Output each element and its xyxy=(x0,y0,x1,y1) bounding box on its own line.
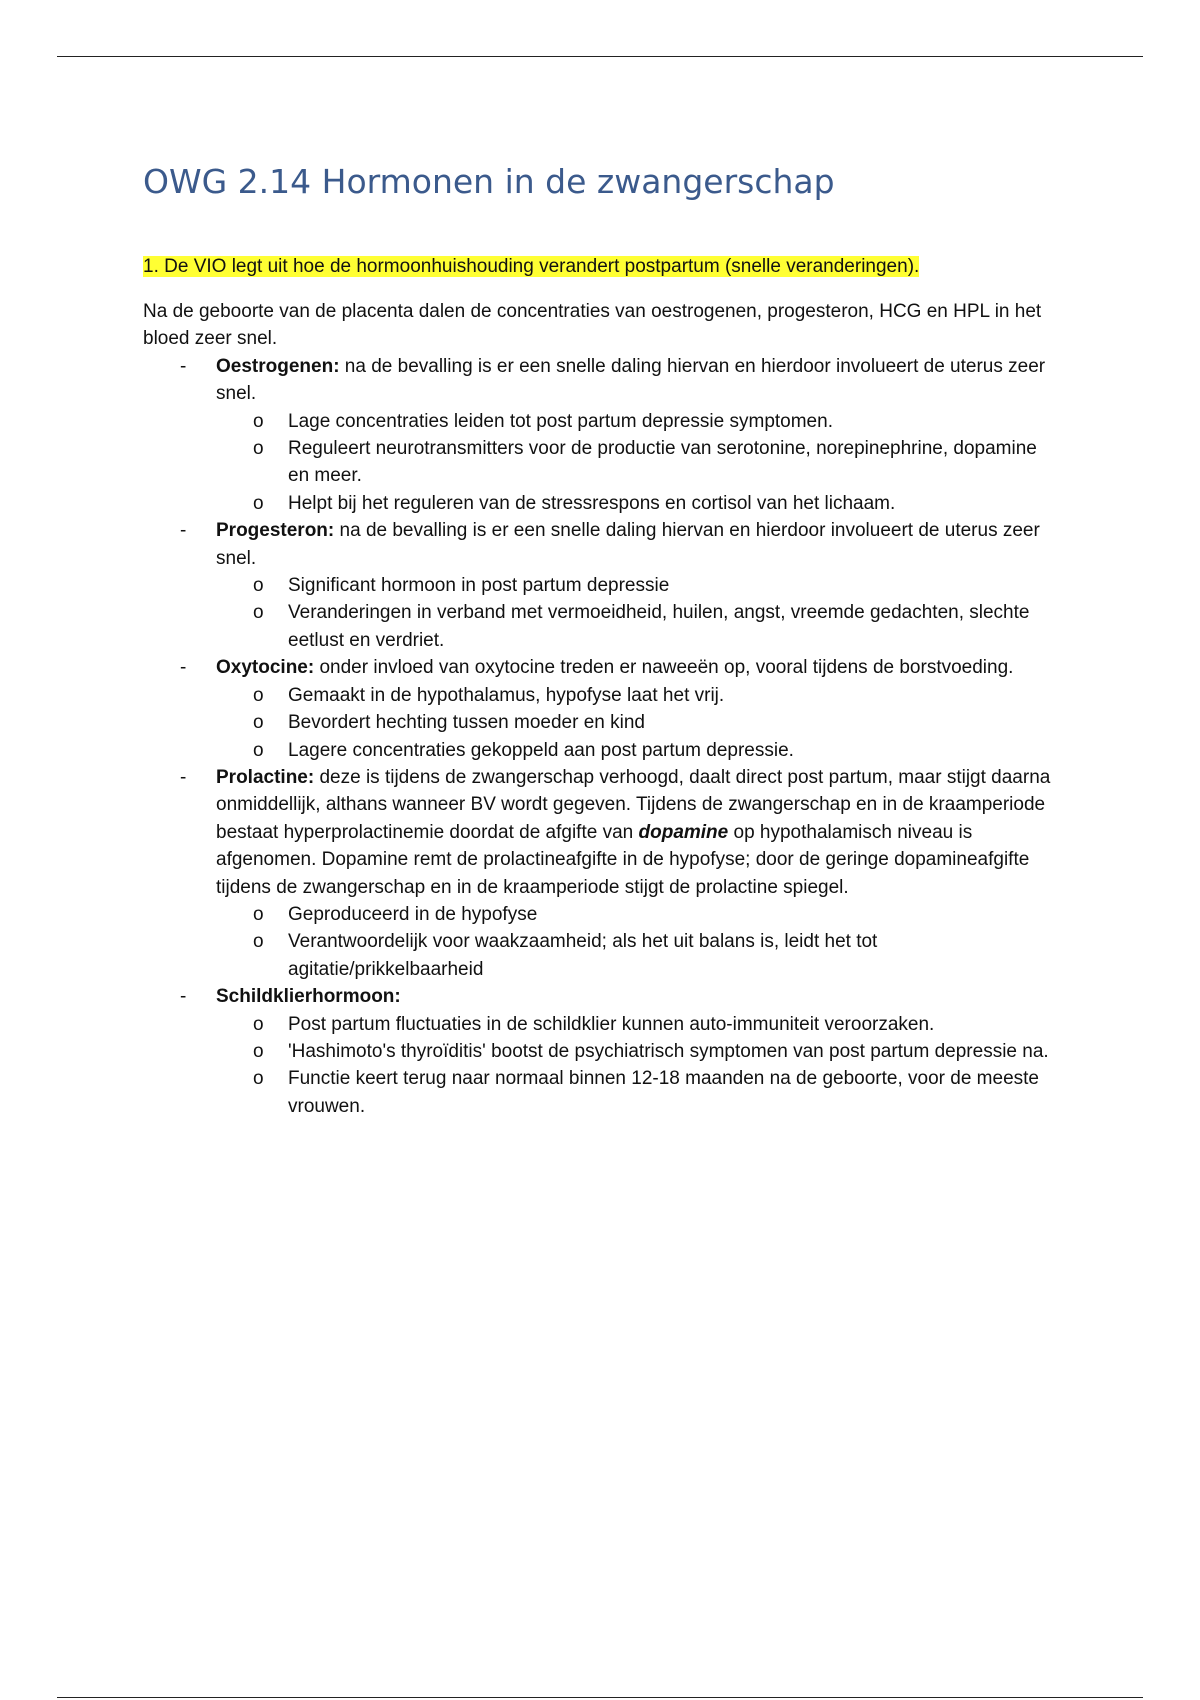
sub-list xyxy=(216,682,1063,764)
sub-item: o Lagere concentraties gekoppeld aan post partum depressie. xyxy=(216,737,1063,764)
sub-list xyxy=(216,1011,1063,1121)
sub-item: o Geproduceerd in de hypofyse xyxy=(216,901,1063,928)
footer-rule xyxy=(57,1697,1143,1698)
intro-paragraph: Na de geboorte van de placenta dalen de concentraties van oestrogenen, progesteron, HCG en HPL in het bloed zeer snel. xyxy=(143,301,1042,350)
hormone-list xyxy=(143,353,1063,1120)
hormone-description-continued: op hypothalamisch niveau is afgenomen. Dopamine remt de prolactineafgifte in de hypofyse; door de geringe dopamineafgifte tijdens de zwangerschap en in de kraamperiode stijgt de prolactine spiegel. xyxy=(216,821,1030,898)
hormone-description: deze is tijdens de zwangerschap verhoogd, daalt direct post partum, maar stijgt daarna onmiddellijk, althans wanneer BV wordt gegeven. Tijdens de zwangerschap en in de kraamperiode bestaat hyperprolactinemie doordat de afgifte van xyxy=(216,766,1051,843)
hormone-description: na de bevalling is er een snelle daling hiervan en hierdoor involueert de uterus zeer snel. xyxy=(216,355,1046,405)
hormone-item-oestrogenen xyxy=(143,353,1063,517)
hormone-item-schildklierhormoon xyxy=(143,983,1063,1120)
question-heading xyxy=(143,254,919,280)
sub-list xyxy=(216,572,1063,654)
sub-list xyxy=(216,901,1063,983)
sub-list xyxy=(216,408,1063,518)
question-highlight: 1. De VIO legt uit hoe de hormoonhuishouding verandert postpartum (snelle veranderingen). xyxy=(143,256,920,277)
hormone-term: Schildklierhormoon: xyxy=(216,986,401,1008)
page-title: OWG 2.14 Hormonen in de zwangerschap xyxy=(143,162,835,201)
hormone-item-oxytocine xyxy=(143,654,1063,764)
sub-item: o Reguleert neurotransmitters voor de productie van serotonine, norepinephrine, dopamine en meer. xyxy=(216,435,1063,490)
sub-item: o Gemaakt in de hypothalamus, hypofyse laat het vrij. xyxy=(216,682,1063,709)
sub-item: o Veranderingen in verband met vermoeidheid, huilen, angst, vreemde gedachten, slechte eetlust en verdriet. xyxy=(216,599,1063,654)
document-body xyxy=(143,298,1063,1120)
sub-item: o 'Hashimoto's thyroïditis' bootst de psychiatrisch symptomen van post partum depressie na. xyxy=(216,1038,1063,1065)
header-rule xyxy=(57,56,1143,57)
hormone-term: Oestrogenen: xyxy=(216,355,340,377)
hormone-description: onder invloed van oxytocine treden er naweeën op, vooral tijdens de borstvoeding. xyxy=(314,657,1014,679)
sub-item: o Functie keert terug naar normaal binnen 12-18 maanden na de geboorte, voor de meeste vrouwen. xyxy=(216,1065,1063,1120)
hormone-item-prolactine xyxy=(143,764,1063,983)
hormone-description: na de bevalling is er een snelle daling hiervan en hierdoor involueert de uterus zeer snel. xyxy=(216,520,1040,569)
hormone-item-progesteron xyxy=(143,517,1063,654)
emphasis-dopamine: dopamine xyxy=(638,821,729,843)
hormone-term: Oxytocine: xyxy=(216,657,315,679)
sub-item: o Post partum fluctuaties in de schildklier kunnen auto-immuniteit veroorzaken. xyxy=(216,1011,1063,1038)
hormone-term: Prolactine: xyxy=(216,766,315,788)
hormone-term: Progesteron: xyxy=(216,520,335,542)
sub-item: o Lage concentraties leiden tot post partum depressie symptomen. xyxy=(216,408,1063,435)
sub-item: o Bevordert hechting tussen moeder en kind xyxy=(216,709,1063,736)
sub-item: o Helpt bij het reguleren van de stressrespons en cortisol van het lichaam. xyxy=(216,490,1063,517)
sub-item: o Significant hormoon in post partum depressie xyxy=(216,572,1063,599)
sub-item: o Verantwoordelijk voor waakzaamheid; als het uit balans is, leidt het tot agitatie/prikkelbaarheid xyxy=(216,928,1063,983)
